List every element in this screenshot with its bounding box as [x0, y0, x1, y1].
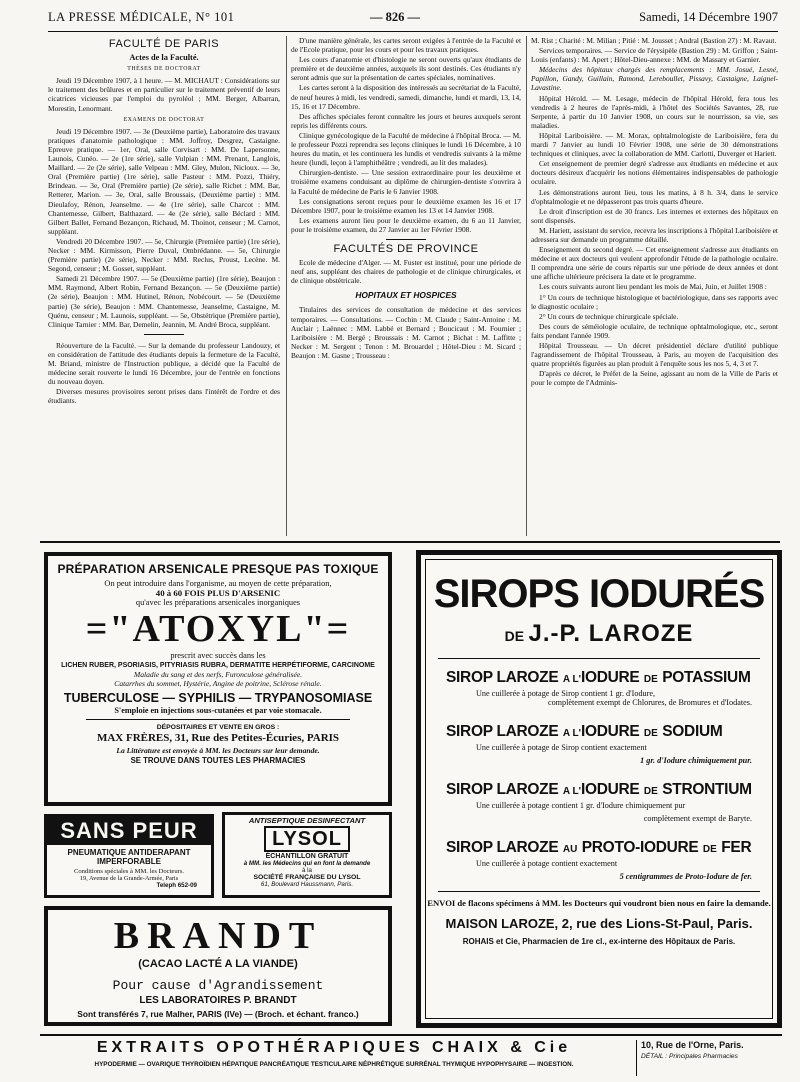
chaix-address: 10, Rue de l'Orne, Paris.	[641, 1040, 744, 1050]
atoxyl-line: Catarrhes du sommet, Hystérie, Angine de poitrine, Sclérose rénale.	[114, 679, 322, 688]
ads-rule	[40, 541, 780, 543]
paragraph: Clinique gynécologique de la Faculté de médecine à l'hôpital Broca. — M. le professeur Pozzi reprendra ses leçons cliniques le lundi 16 Décembre, à 10 heures du matin, et les continuera les lundis et vendredis suivants à la même heure (lundi, leçon à l'amphithéâtre ; vendredi, au lit des malades).	[291, 130, 521, 168]
sirop-desc: Une cuillerée à potage de Sirop contient 1 gr. d'Iodure,	[476, 689, 656, 698]
caption-examens: EXAMENS DE DOCTORAT	[123, 116, 205, 123]
ad-lysol	[222, 812, 392, 898]
paragraph: Les examens auront lieu pour le deuxième examen, du 6 au 11 Janvier, pour le troisième examen, du 27 Janvier au 1er Février 1908.	[291, 215, 521, 234]
sirops-title: SIROPS IODURÉS	[433, 572, 765, 616]
sirops-maker: J.-P. LAROZE	[528, 620, 694, 647]
paragraph: 2° Un cours de technique chirurgicale spéciale.	[539, 311, 679, 321]
chaix-right	[636, 1040, 782, 1076]
paragraph: Hôpital Hérold. — M. Lesage, médecin de l'hôpital Hérold, fera tous les vendredis à 2 heures de l'après-midi, à l'hôtel des Sociétés Savantes, 28, rue Serpente, à partir du 10 Janvier 1908, un cours sur le nourrisson, sa vie, ses maladies.	[531, 93, 778, 130]
atoxyl-line: SE TROUVE DANS TOUTES LES PHARMACIES	[130, 756, 306, 765]
lysol-line: 61, Boulevard Haussmann, Paris.	[260, 881, 354, 888]
divider	[86, 719, 350, 720]
sirop-prep: DE	[702, 844, 717, 855]
paragraph: Services temporaires. — Service de l'érysipèle (Bastion 29) : M. Griffon ; Saint-Louis (enfants) : M. Apert ; Hôtel-Dieu-annexe : MM. de Massary et Garnier.	[531, 46, 778, 65]
sirop-prep: DE	[643, 674, 658, 685]
column-rule	[526, 36, 527, 536]
lysol-line: à MM. les Médecins qui en font la demande	[243, 860, 371, 867]
chaix-left	[40, 1038, 628, 1078]
sirops-de: DE	[504, 628, 525, 644]
paragraph: M. Hariett, assistant du service, recevra les inscriptions à l'hôpital Lariboisière et adressera sur demande un programme détaillé.	[531, 225, 778, 244]
section-title-facultes-province: FACULTÉS DE PROVINCE	[333, 242, 479, 255]
sans-peur-line: Conditions spéciales à MM. les Docteurs.	[73, 868, 185, 875]
atoxyl-line: DÉPOSITAIRES ET VENTE EN GROS :	[156, 724, 280, 731]
sirop-item-strontium	[426, 781, 772, 823]
paragraph: 1° Un cours de technique histologique et bactériologique, dans ses rapports avec le diagnostic oculaire ;	[531, 292, 778, 311]
paragraph: D'une manière générale, les cartes seront exigées à l'entrée de la Faculté et de l'Ecole pratique, pour les cours et pour les travaux pratiques.	[291, 36, 521, 55]
sans-peur-brand-name: SANS PEUR	[47, 817, 211, 845]
separator	[144, 334, 184, 335]
sirop-desc: complètement exempt de Baryte.	[643, 814, 752, 823]
lysol-line: SOCIÉTÉ FRANÇAISE DU LYSOL	[253, 874, 361, 881]
lysol-line: ANTISEPTIQUE DESINFECTANT	[248, 816, 366, 825]
paragraph: Les cours suivants auront lieu pendant les mois de Mai, Juin, et Juillet 1908 :	[539, 282, 767, 292]
page-number: — 826 —	[370, 10, 420, 24]
sirop-desc: Une cuillerée à potage de Sirop contient exactement	[476, 743, 647, 752]
sirop-desc: complètement exempt de Chlorures, de Bromures et d'Iodates.	[547, 698, 752, 707]
paragraph: Enseignement du second degré. — Cet enseignement s'adresse aux étudiants en médecine et aux docteurs qui veulent approfondir l'étude de la pathologie oculaire. Il comprendra une série de cours répartis sur une période de deux années et dont une affiche ultérieure précisera la date et le programme.	[531, 245, 778, 282]
sirop-element: SODIUM	[662, 723, 723, 740]
atoxyl-line: La Littérature est envoyée à MM. les Docteurs sur leur demande.	[116, 746, 320, 755]
lysol-logo-box	[264, 826, 350, 852]
sirop-element: POTASSIUM	[662, 669, 751, 686]
sirop-item-sodium	[426, 723, 772, 765]
paragraph: Réouverture de la Faculté. — Sur la demande du professeur Landouzy, et en considération de l'attitude des étudiants depuis la fermeture de la Faculté, M. Briand, ministre de l'Instruction publique, a décidé que la Faculté de médecine serait rouverte le lundi 16 Décembre, jour de l'entrée en fonctions du nouveau doyen.	[48, 340, 280, 387]
paragraph: M. Rist ; Charité : M. Milian ; Pitié : M. Jousset ; Andral (Bastion 27) : M. Ravaut.	[531, 36, 777, 45]
paragraph: Les démonstrations auront lieu, tous les matins, à 8 h. 3/4, dans le service d'ophtalmologie et ne dépasseront pas trois quarts d'heure.	[531, 187, 778, 206]
sirop-prep: DE	[643, 728, 658, 739]
sirop-desc: 1 gr. d'Iodure chimiquement pur.	[640, 756, 752, 765]
atoxyl-line: qu'avec les préparations arsenicales inorganiques	[135, 598, 301, 607]
sans-peur-line: 19, Avenue de la Grande-Armée, Paris	[79, 875, 179, 882]
sirops-inner-frame	[425, 559, 773, 1019]
sirop-compound: IODURE	[580, 723, 640, 740]
column-2	[291, 36, 521, 536]
sirops-maker-line	[426, 620, 772, 648]
brandt-line: (CACAO LACTÉ A LA VIANDE)	[138, 958, 298, 970]
paragraph: Cet enseignement de premier degré s'adresse aux étudiants en médecine et aux docteurs désireux d'acquérir les notions élémentaires indispensables de pathologie oculaire.	[531, 159, 778, 187]
sirop-desc: 5 centigrammes de Proto-Iodure de fer.	[619, 872, 752, 881]
sirop-prep: DE	[643, 786, 658, 797]
paragraph: Des cours de séméiologie oculaire, de technique ophtalmologique, etc., seront faits pendant l'année 1909.	[531, 321, 778, 340]
brandt-brand-name: BRANDT	[113, 915, 323, 957]
sirop-desc: Une cuillerée à potage contient 1 gr. d'Iodure chimiquement pur	[476, 801, 686, 810]
sirop-item-fer	[426, 839, 772, 881]
paragraph: Les consignations seront reçues pour le deuxième examen les 16 et 17 Décembre 1907, pour le troisième examen les 13 et 14 Janvier 1908.	[291, 196, 521, 215]
brandt-line: LES LABORATOIRES P. BRANDT	[139, 995, 297, 1006]
paragraph: Des affiches spéciales feront connaître les jours et heures auxquels seront repris les différents cours.	[291, 111, 521, 130]
sirop-name: SIROP LAROZE	[446, 723, 559, 740]
divider	[438, 658, 760, 659]
paragraph: Les cours d'anatomie et d'histologie ne seront ouverts qu'aux étudiants de première et de deuxième années, auxquels ils sont destinés. Ces étudiants n'y seront admis que sur la présentation de cartes spéciales, nominatives.	[291, 55, 521, 83]
atoxyl-line: LICHEN RUBER, PSORIASIS, PITYRIASIS RUBRA, DERMATITE HERPÉTIFORME, CARCINOME	[61, 662, 375, 669]
paragraph: Jeudi 19 Décembre 1907, à 1 heure. — M. MICHAUT : Considérations sur le traitement des brûlures et en particulier sur le traitement préventif de leurs cicatrices vicieuses par l'emploi du pyroléol ; MM. Berger, Albarran, Morestin, Lenormant.	[48, 76, 280, 113]
sirop-name: SIROP LAROZE	[446, 669, 559, 686]
paragraph: Samedi 21 Décembre 1907. — 5e (Deuxième partie) (1re série), Beaujon : MM. Raymond, Albert Robin, Fernand Bezançon. — 5e (Deuxième partie) (2e série), Beaujon : MM. Hutinel, Rénon, Nobécourt. — 5e (Deuxième partie) (3e série), Beaujon : MM. Chantemesse, Jeanselme, Castaigne, M. Quénu, censeur ; M. Launois, suppléant. — 5e, Obstétrique (Première partie), Clinique Tarnier : MM. Bar, Demelin, Jeannin, M. André Broca, suppléant.	[48, 274, 280, 329]
paragraph: Hôpital Trousseau. — Un décret présidentiel déclare d'utilité publique l'agrandissement de l'hôpital Trousseau, à Paris, au moyen de l'acquisition des quatre propriétés figurées au plan produit à l'enquête sous les nos 5, 4, 3 et 7.	[531, 341, 778, 369]
column-3	[531, 36, 778, 536]
sirop-element: FER	[721, 839, 752, 856]
separator	[386, 239, 426, 240]
paragraph: Les cartes seront à la disposition des intéressés au secrétariat de la Faculté, de neuf heures à midi, les vendredi, samedi, dimanche, lundi et mardi, 13, 14, 15, 16 et 17 Décembre.	[291, 83, 521, 111]
sirop-prep: A L'	[562, 674, 581, 685]
sans-peur-line: Teleph 652-09	[156, 882, 197, 889]
ad-sans-peur	[44, 814, 214, 898]
atoxyl-line: On peut introduire dans l'organisme, au moyen de cette préparation,	[104, 579, 332, 588]
atoxyl-line: S'emploie en injections sous-cutanées et par voie stomacale.	[114, 706, 322, 715]
ad-brandt	[44, 906, 392, 1026]
atoxyl-line: MAX FRÈRES, 31, Rue des Petites-Écuries, PARIS	[96, 732, 340, 744]
sirop-name: SIROP LAROZE	[446, 839, 559, 856]
lysol-brand-name: LYSOL	[272, 828, 342, 850]
lysol-line: ÉCHANTILLON GRATUIT	[265, 853, 349, 860]
masthead-rule	[48, 31, 778, 32]
chaix-detail: DÉTAIL : Principales Pharmacies	[641, 1053, 738, 1060]
paragraph: Jeudi 19 Décembre 1907. — 3e (Deuxième partie), Laboratoire des travaux pratiques d'anatomie pathologique : MM. Joffroy, Desgrez, Castaigne. Epreuve pratique. — 1er, Oral, salle Corvisart : MM. De Lapersonne, Launois, Cunéo. — 2e (1re série), salle Vulpian : MM. Prenant, Langlois, Maillard. — 2e (2e série), salle Velpeau : MM. Gley, Mulon, Nicloux. — 3e, Oral (Première partie) (1re série), salle Pasteur : MM. Pozzi, Thiéry, Brindeau. — 3e, Oral (Première partie) (2e série), salle Richet : MM. Bar, Retterer, Marion. — 3e, Oral, salle Broussais, (Deuxième partie) : MM. Dieulafoy, Rénon, Jeanselme. — 4e (1re série), salle Charcot : MM. Chantemesse, Gilbert, Balthazard. — 4e (2e série), salle Béclard : MM. Gilbert Ballet, Fernand Bezançon, Richaud, M. Thoinot, censeur ; M. Carnot, suppléant.	[48, 126, 280, 236]
ad-sirops-laroze	[416, 550, 782, 1028]
column-1	[48, 36, 280, 536]
lysol-line: à la	[302, 867, 312, 874]
chaix-products: HYPODERMIE — OVARIQUE THYROÏDIEN HÉPATIQUE PANCRÉATIQUE TESTICULAIRE NÉPHRÉTIQUE SURRÉNAL THYMIQUE HYPOPHYSAIRE — INGESTION.	[94, 1061, 574, 1068]
divider	[438, 891, 760, 892]
paragraph: Médecins des hôpitaux chargés des remplacements : MM. Josué, Lesné, Papillon, Gandy, Guillain, Ramond, Lereboullet, Pissavy, Castaigne, Laignel-Lavastine.	[531, 65, 778, 93]
sirop-prep: AU	[562, 844, 578, 855]
sans-peur-line: PNEUMATIQUE ANTIDERAPANT	[67, 848, 191, 857]
atoxyl-line: Maladie du sang et des nerfs, Furonculose généralisée.	[133, 670, 303, 679]
sirop-name: SIROP LAROZE	[446, 781, 559, 798]
paragraph: Diverses mesures provisoires seront prises dans l'intérêt de l'ordre et des étudiants.	[48, 387, 280, 406]
journal-title: LA PRESSE MÉDICALE, N° 101	[48, 10, 235, 24]
paragraph: Chirurgien-dentiste. — Une session extraordinaire pour les deuxième et troisième examens conduisant au diplôme de chirurgien-dentiste s'ouvrira à la Faculté de médecine de Paris le 6 Janvier 1908.	[291, 168, 521, 196]
sans-peur-line: IMPERFORABLE	[97, 857, 161, 866]
atoxyl-brand-name: ="ATOXYL"=	[85, 608, 351, 650]
sirops-maison: MAISON LAROZE, 2, rue des Lions-St-Paul, Paris.	[445, 916, 753, 931]
paragraph: D'après ce décret, le Préfet de la Seine, agissant au nom de la Ville de Paris et pour le compte de l'Adminis-	[531, 369, 778, 388]
sirops-rohais: ROHAIS et Cie, Pharmacien de 1re cl., ex-interne des Hôpitaux de Paris.	[462, 937, 736, 946]
atoxyl-line: TUBERCULOSE — SYPHILIS — TRYPANOSOMIASE	[63, 691, 373, 705]
sirop-desc: Une cuillerée à potage contient exactement	[476, 859, 618, 868]
ad-atoxyl	[44, 552, 392, 806]
caption-theses: THÈSES DE DOCTORAT	[127, 66, 201, 73]
masthead	[48, 10, 778, 28]
paragraph: Ecole de médecine d'Alger. — M. Fuster est institué, pour une période de neuf ans, suppléant des chaires de pathologie et de clinique chirurgicales, et de clinique obstétricale.	[291, 258, 521, 286]
subsection-title: Actes de la Faculté.	[129, 53, 199, 63]
sirop-prep: A L'	[562, 728, 581, 739]
brandt-line: Sont transférés 7, rue Malher, PARIS (IVe) — (Broch. et échant. franco.)	[77, 1009, 359, 1019]
sirops-envoi: ENVOI de flacons spécimens à MM. les Docteurs qui voudront bien nous en faire la demande.	[427, 898, 771, 908]
atoxyl-headline: PRÉPARATION ARSENICALE PRESQUE PAS TOXIQUE	[57, 562, 379, 576]
sirop-compound: IODURE	[580, 669, 640, 686]
paragraph: Titulaires des services de consultation de médecine et des services temporaires. — Consultations. — Cochin : M. Claude ; Saint-Antoine : M. Auclair ; Laënnec : MM. Labbé et Bernard ; Boucicaut : M. Fournier ; Lariboisière : M. Bergé ; Broussais : M. Carnot ; Bichat : M. Laffitte ; Necker : M. Sergent ; Tenon : M. Brouardel ; Hôtel-Dieu : M. Sicard ; Beaujon : M. Gasne ; Trousseau :	[291, 305, 521, 360]
ad-chaix-banner	[40, 1034, 782, 1078]
brandt-line: Pour cause d'Agrandissement	[112, 978, 324, 993]
issue-date: Samedi, 14 Décembre 1907	[639, 10, 778, 24]
section-title-faculte-paris: FACULTÉ DE PARIS	[108, 38, 220, 50]
column-rule	[286, 36, 287, 536]
atoxyl-line: 40 à 60 FOIS PLUS D'ARSENIC	[155, 588, 281, 598]
paragraph: Vendredi 20 Décembre 1907. — 5e, Chirurgie (Première partie) (1re série), Necker : MM. Kirmisson, Pierre Duval, Ombrédanne. — 5e, Chirurgie (Première partie) (2e série), Necker : MM. Reclus, Proust, Lecène. M. Segond, censeur ; M. Gosset, suppléant.	[48, 236, 280, 274]
section-title-hopitaux: HOPITAUX ET HOSPICES	[355, 290, 457, 301]
sirop-element: STRONTIUM	[662, 781, 752, 798]
sirop-prep: A L'	[562, 786, 581, 797]
sirop-item-potassium	[426, 669, 772, 707]
paragraph: Le droit d'inscription est de 30 francs. Les internes et externes des hôpitaux en sont dispensés.	[531, 206, 778, 225]
chaix-title: EXTRAITS OPOTHÉRAPIQUES CHAIX & Cie	[96, 1039, 572, 1056]
paragraph: Hôpital Lariboisière. — M. Morax, ophtalmologiste de Lariboisière, fera du mardi 7 Janvier au lundi 10 Février 1908, une série de 30 démonstrations techniques et cliniques, avec la collaboration de MM. Carlotti, Duverger et Hariett.	[531, 130, 778, 159]
sirop-compound: PROTO-IODURE	[581, 839, 699, 856]
atoxyl-line: prescrit avec succès dans les	[170, 651, 266, 660]
sirop-compound: IODURE	[580, 781, 640, 798]
